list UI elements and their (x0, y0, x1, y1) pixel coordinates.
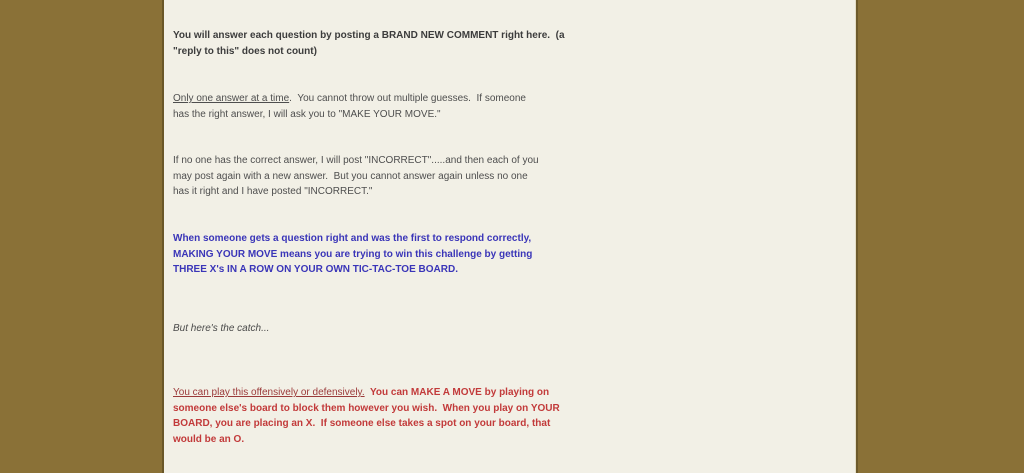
text-line: has the right answer, I will ask you to "MAKE YOUR MOVE." (173, 108, 441, 120)
text-line (173, 91, 526, 107)
text-line: THREE X's IN A ROW ON YOUR OWN TIC-TAC-TOE BOARD. (173, 264, 458, 275)
text-line: BOARD, you are placing an X. If someone else takes a spot on your board, that (173, 418, 551, 429)
text-line: You will answer each question by posting a BRAND NEW COMMENT right here. (a (173, 30, 565, 41)
paragraph-offense-defense (173, 385, 560, 447)
paragraph-making-your-move (173, 231, 532, 278)
paragraph-incorrect-rule (173, 153, 539, 200)
text-line: has it right and I have posted "INCORRECT." (173, 186, 373, 197)
text-line: may post again with a new answer. But you cannot answer again unless no one (173, 170, 528, 182)
text-span: . You cannot throw out multiple guesses. If someone (289, 93, 526, 104)
page-background-right (856, 0, 1024, 473)
text-line: someone else's board to block them however you wish. When you play on YOUR (173, 402, 560, 414)
paragraph-new-comment-rule (173, 28, 565, 59)
underlined-text: Only one answer at a time (173, 93, 290, 104)
text-line (173, 385, 560, 401)
paragraph-one-answer-rule (173, 91, 526, 122)
text-line: MAKING YOUR MOVE means you are trying to win this challenge by getting (173, 248, 533, 260)
text-span: You can MAKE A MOVE by playing on (364, 387, 550, 398)
text-line: But here's the catch... (173, 323, 270, 334)
text-line: "reply to this" does not count) (173, 45, 317, 57)
text-line: If no one has the correct answer, I will post "INCORRECT".....and then each of you (173, 155, 539, 166)
underlined-text: You can play this offensively or defensively. (173, 387, 365, 398)
text-line: When someone gets a question right and was the first to respond correctly, (173, 233, 532, 244)
text-line: would be an O. (173, 433, 245, 445)
paragraph-catch-teaser (173, 321, 269, 337)
page-background-left (0, 0, 164, 473)
post-body (164, 0, 856, 473)
